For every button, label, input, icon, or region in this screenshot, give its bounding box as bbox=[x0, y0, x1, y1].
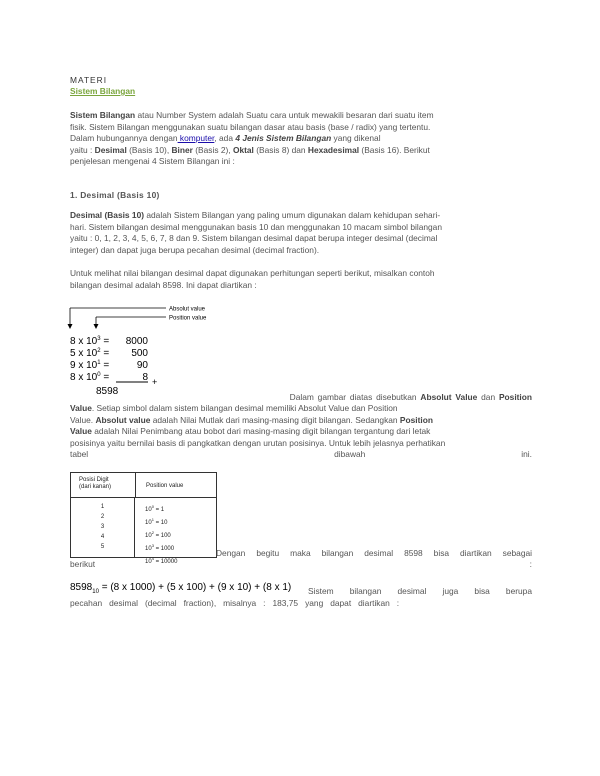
desimal-text: yaitu : 0, 1, 2, 3, 4, 5, 6, 7, 8 dan 9. Sistem bilangan desimal dapat berupa integer desimal (decimal bbox=[70, 233, 438, 244]
table-cell-position-value: $10^2 = 100$ bbox=[145, 530, 171, 539]
position-value-paragraph bbox=[70, 403, 532, 461]
desimal-text: adalah Sistem Bilangan yang paling umum digunakan dalam kehidupan sehari- bbox=[144, 210, 441, 220]
intro-text: fisik. Sistem Bilangan menggunakan suatu bilangan dasar atau basis (base / radix) yang tertentu. bbox=[70, 121, 431, 132]
pos-text: posisinya yaitu bernilai basis di pangkatkan dengan urutan posisinya. Untuk lebih jelasnya perhatikan bbox=[70, 437, 446, 448]
intro-text: yaitu : bbox=[70, 144, 95, 155]
example-text: bilangan desimal adalah 8598. Ini dapat diartikan : bbox=[70, 279, 257, 290]
absolut-position-paragraph bbox=[216, 392, 532, 404]
table-cell-position-value: $10^4 = 10000$ bbox=[145, 556, 178, 565]
figure-total: 8598 bbox=[96, 386, 119, 397]
after-table-text: Dengan begitu maka bilangan desimal 8598 bisa diartikan sebagai bbox=[216, 548, 532, 558]
pos-text: Value. bbox=[70, 414, 96, 425]
desimal-bold: Desimal bbox=[94, 144, 127, 155]
pos-text: ini. bbox=[521, 449, 532, 460]
table-cell-posisi: 5 bbox=[100, 544, 105, 550]
intro-text: yang dikenal bbox=[331, 133, 381, 144]
hexa-bold: Hexadesimal bbox=[307, 144, 360, 155]
intro-text: penjelesan mengenai 4 Sistem Bilangan ini : bbox=[70, 156, 235, 167]
komputer-link[interactable]: komputer bbox=[177, 133, 215, 144]
table-cell-posisi: 1 bbox=[100, 504, 105, 510]
section-heading: 1. Desimal (Basis 10) bbox=[70, 190, 160, 200]
oktal-bold: Oktal bbox=[232, 144, 254, 155]
absolut-value-bold: Absolut Value bbox=[420, 392, 478, 402]
formula-text: 8598 bbox=[70, 582, 93, 593]
plus-sign: + bbox=[152, 377, 158, 387]
after-table-text: berikut bbox=[70, 559, 96, 569]
formula bbox=[70, 582, 291, 599]
desimal-paragraph bbox=[70, 210, 532, 256]
intro-paragraph bbox=[70, 110, 532, 168]
value-bold: Value bbox=[70, 403, 92, 413]
figure-row-expr: 8 x $10^3$ = bbox=[70, 336, 110, 347]
intro-bold: Sistem Bilangan bbox=[70, 110, 136, 120]
sistem-bilangan-link[interactable]: Sistem Bilangan bbox=[70, 86, 136, 96]
example-paragraph bbox=[70, 268, 532, 291]
table-header-position: Position value bbox=[146, 483, 184, 489]
intro-text: atau Number System adalah Suatu cara untuk mewakili besaran dari suatu item bbox=[135, 110, 434, 120]
table-cell-position-value: $10^0 = 1$ bbox=[145, 504, 165, 513]
intro-text: Dalam hubungannya dengan bbox=[70, 133, 178, 144]
pos-text: adalah Nilai Mutlak dari masing-masing digit bilangan. Sedangkan bbox=[150, 414, 400, 425]
desimal-text: integer) dan dapat juga berupa pecahan desimal (decimal fraction). bbox=[70, 244, 320, 255]
example-text: Untuk melihat nilai bilangan desimal dapat digunakan perhitungan seperti berikut, misalkan contoh bbox=[70, 268, 435, 278]
closing-text: Sistem bilangan desimal juga bisa berupa bbox=[308, 586, 532, 596]
absolut-value-bold2: Absolut value bbox=[95, 414, 151, 425]
value-bold2: Value bbox=[70, 426, 92, 437]
materi-label: MATERI bbox=[70, 75, 108, 85]
closing-line1 bbox=[308, 586, 532, 598]
figure-row-expr: 9 x $10^1$ = bbox=[70, 360, 110, 371]
absolut-value-label: Absolut value bbox=[169, 306, 206, 313]
intro-text: (Basis 10), bbox=[126, 144, 172, 155]
position-value-label: Position value bbox=[169, 315, 207, 322]
pos-text: adalah Nilai Penimbang atau bobot dari masing-masing digit bilangan tergantung dari letak bbox=[91, 426, 431, 437]
table-cell-posisi: 3 bbox=[100, 524, 105, 530]
abs-text: Dalam gambar diatas disebutkan bbox=[289, 392, 421, 402]
desimal-text: hari. Sistem bilangan desimal menggunakan basis 10 dan menggunakan 10 macam simbol bilangan bbox=[70, 221, 442, 232]
abs-text: dan bbox=[477, 392, 499, 402]
table-header-posisi: Posisi Digit (dari kanan) bbox=[71, 473, 136, 497]
closing-line2 bbox=[70, 598, 532, 610]
pos-text: dibawah bbox=[334, 449, 366, 460]
figure-row-expr: 5 x $10^2$ = bbox=[70, 348, 110, 359]
biner-bold: Biner bbox=[171, 144, 193, 155]
table-cell-position-value: $10^3 = 1000$ bbox=[145, 543, 175, 552]
table-cell-posisi: 2 bbox=[100, 514, 105, 520]
intro-text: , ada bbox=[214, 133, 236, 144]
position-value-figure bbox=[66, 302, 216, 402]
jenis-bold: 4 Jenis Sistem Bilangan bbox=[235, 133, 332, 144]
position-bold: Position bbox=[498, 392, 532, 402]
desimal-basis-bold: Desimal (Basis 10) bbox=[70, 210, 145, 220]
figure-row-expr: 8 x $10^0$ = bbox=[70, 372, 110, 383]
berikut-line bbox=[70, 559, 532, 571]
table-cell-posisi: 4 bbox=[100, 534, 105, 540]
position-bold2: Position bbox=[399, 414, 433, 425]
closing-text: pecahan desimal (decimal fraction), misalnya : 183,75 yang dapat diartikan : bbox=[70, 598, 400, 608]
formula-text: = (8 x 1000) + (5 x 100) + (9 x 10) + (8 x 1) bbox=[98, 582, 292, 593]
figure-row-value: 500 bbox=[131, 348, 148, 359]
after-table-text: : bbox=[529, 559, 532, 569]
formula-subscript: 10 bbox=[92, 589, 99, 595]
figure-row-value: 8000 bbox=[125, 336, 148, 347]
figure-row-value: 90 bbox=[136, 360, 148, 371]
pos-text: . Setiap simbol dalam sistem bilangan desimal memiliki Absolut Value dan Position bbox=[91, 403, 398, 413]
intro-text: (Basis 8) dan bbox=[253, 144, 308, 155]
dengan-begitu-line bbox=[216, 548, 532, 560]
figure-row-value: 8 bbox=[142, 372, 148, 383]
intro-text: (Basis 2), bbox=[192, 144, 233, 155]
intro-text: (Basis 16). Berikut bbox=[359, 144, 430, 155]
table-cell-position-value: $10^1 = 10$ bbox=[145, 517, 168, 526]
pos-text: tabel bbox=[70, 449, 89, 460]
